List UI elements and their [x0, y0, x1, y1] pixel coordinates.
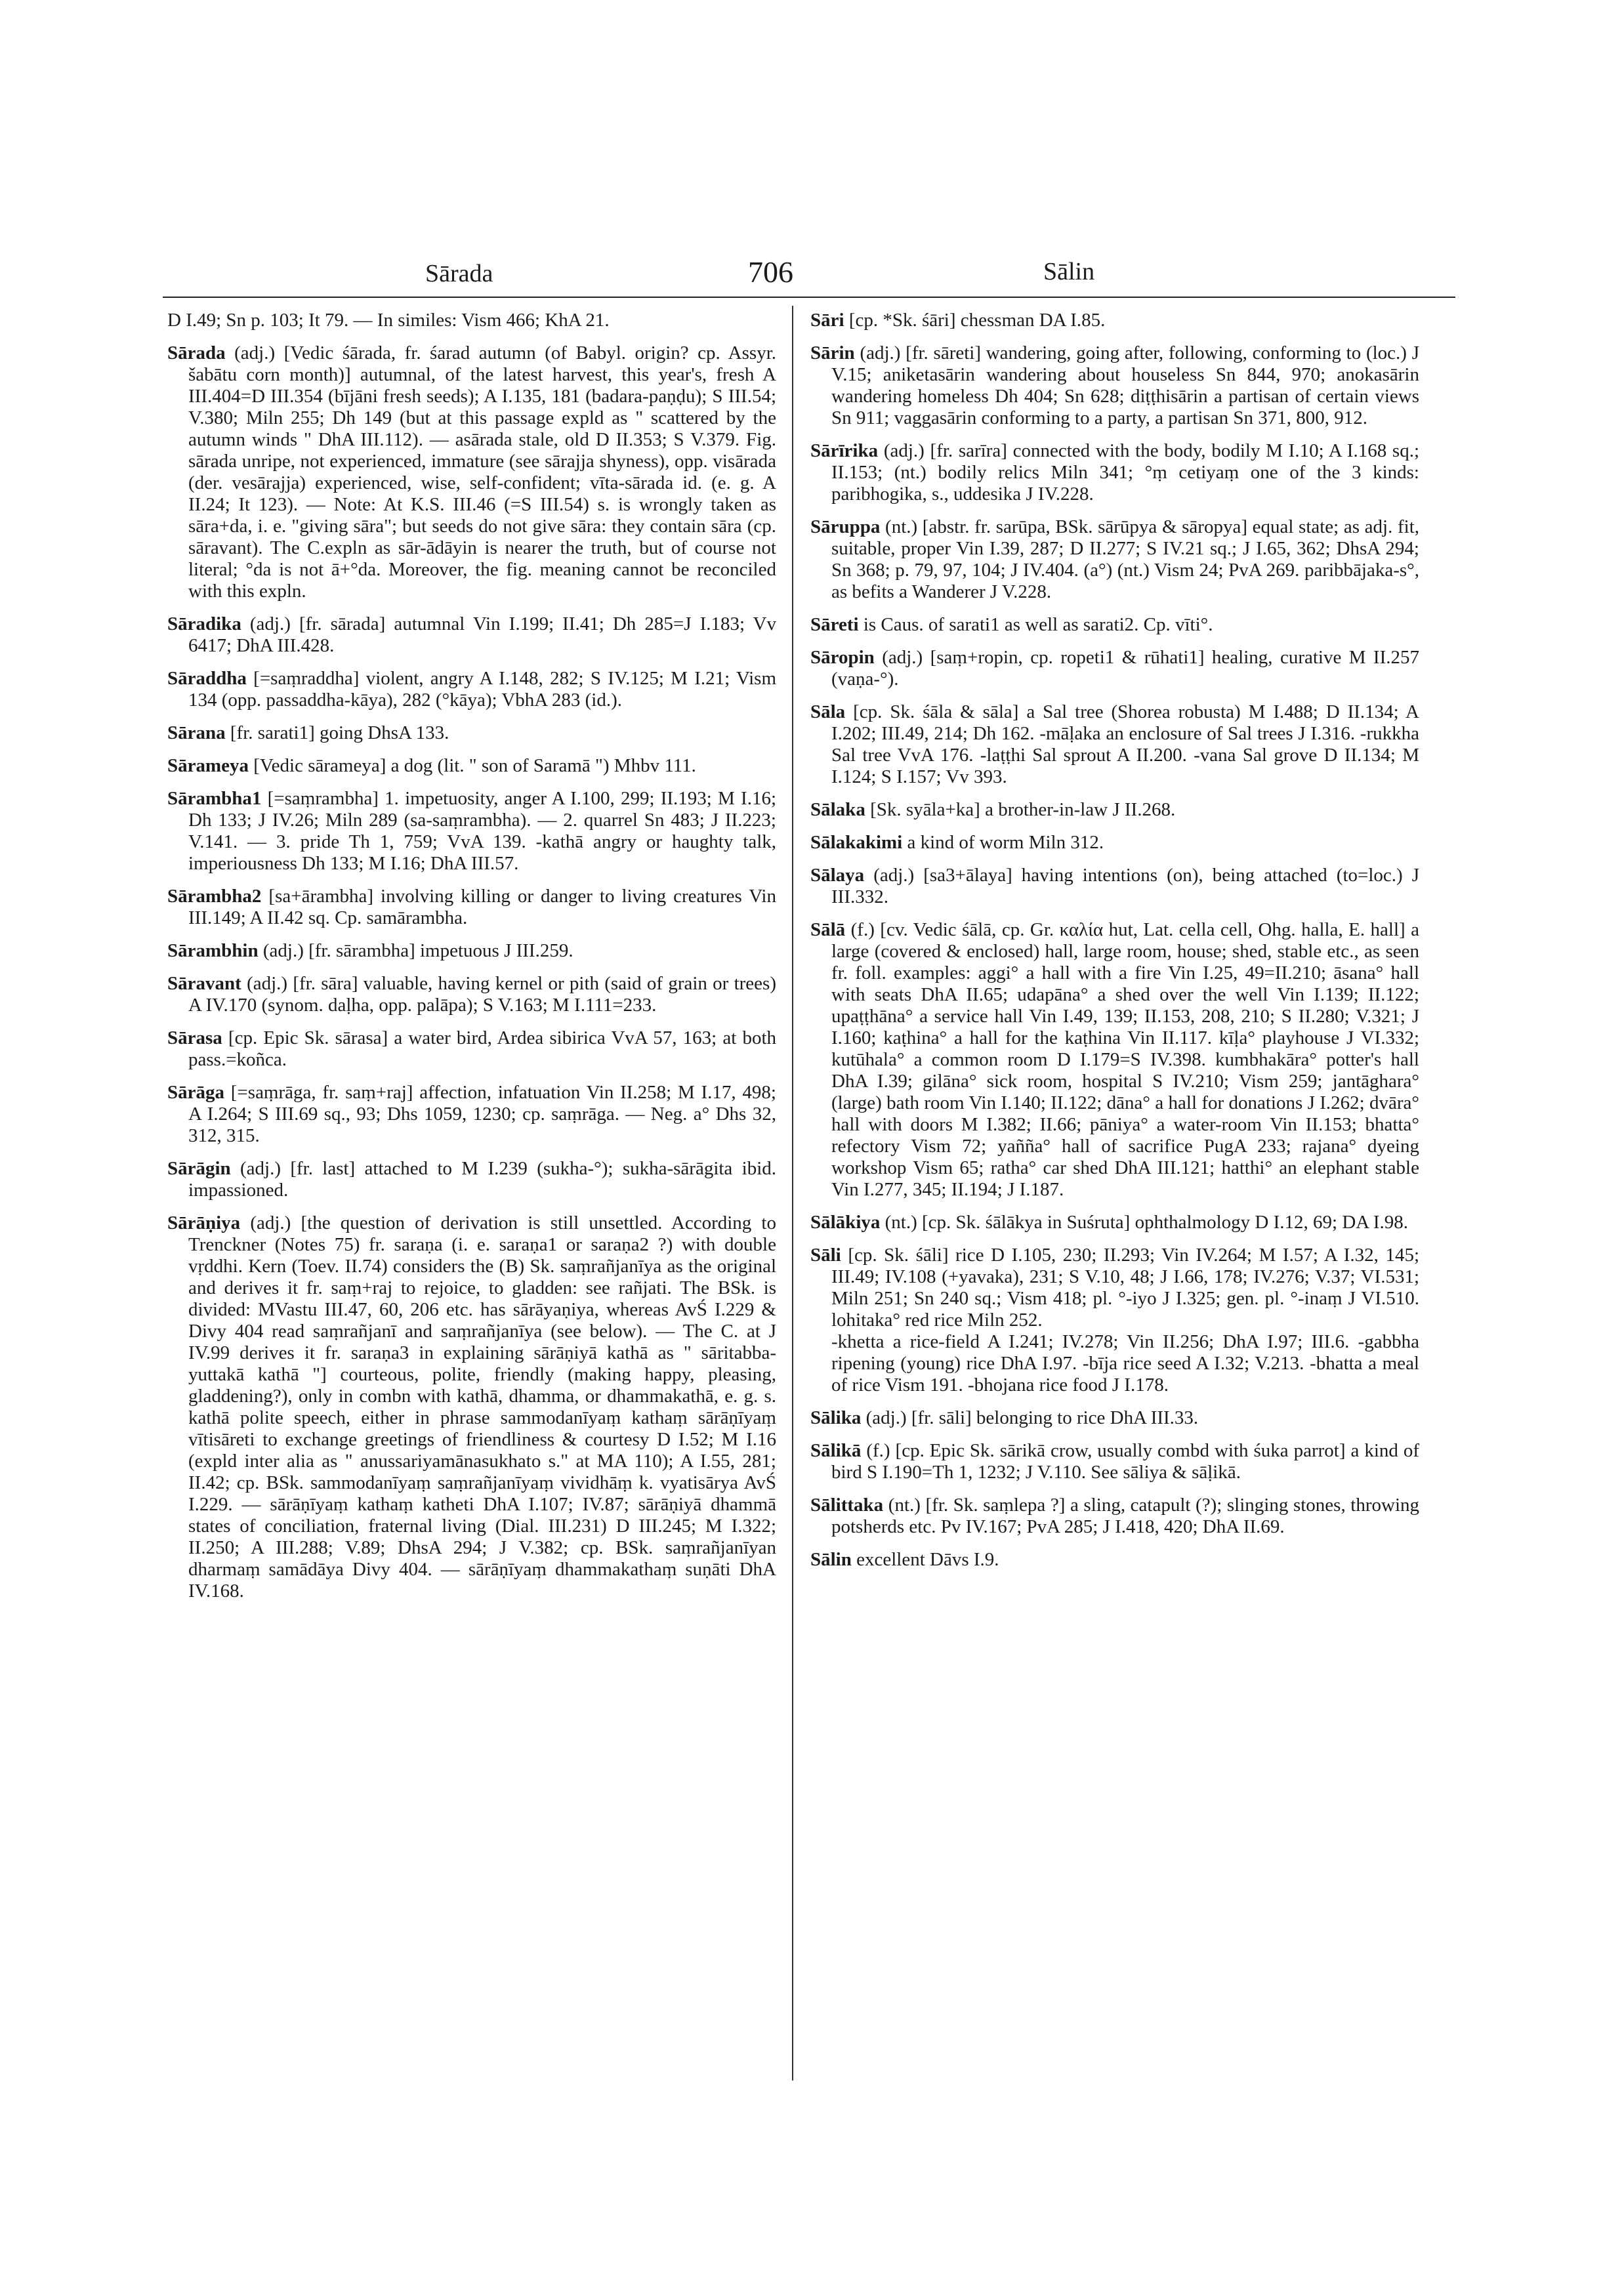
dictionary-entry: [810, 701, 1419, 788]
dictionary-entry: [167, 788, 776, 875]
entry-headword: Sārambha1: [167, 788, 262, 809]
header-rule: [163, 297, 1455, 298]
entry-text: (adj.) [fr. sāra] valuable, having kernel or pith (said of grain or trees) A IV.170 (synom. daḷha, opp. palāpa); S V.163; M I.111=233.: [188, 973, 776, 1016]
entry-headword: Sārada: [167, 342, 226, 363]
dictionary-entry: [167, 1212, 776, 1602]
entry-headword: Sāli: [810, 1245, 841, 1266]
entry-text: (adj.) [fr. sarīra] connected with the body, bodily M I.10; A I.168 sq.; II.153; (nt.) bodily relics Miln 341; °ṃ cetiyaṃ one of the 3 kinds: paribhogika, s., uddesika J IV.228.: [831, 440, 1419, 505]
column-divider: [792, 306, 793, 2080]
dictionary-entry: [167, 668, 776, 711]
entry-text: (adj.) [fr. sāreti] wandering, going after, following, conforming to (loc.) J V.15; aniketasārin wandering about houseless Sn 844, 970; anokasārin wandering homeless Dh 404; Sn 628; diṭṭhisārin a partisan of certain views Sn 911; vaggasārin conforming to a party, a partisan Sn 371, 800, 912.: [831, 342, 1419, 428]
dictionary-entry: [167, 973, 776, 1016]
entry-headword: Sālika: [810, 1407, 862, 1428]
entry-headword: Sārambha2: [167, 886, 262, 907]
page-header: [0, 0, 1624, 308]
running-head-left: Sārada: [425, 260, 493, 287]
entry-text: [sa+ārambha] involving killing or danger to living creatures Vin III.149; A II.42 sq. Cp. samārambha.: [188, 886, 776, 928]
entry-headword: Sārameya: [167, 755, 249, 776]
entry-text: [=saṃraddha] violent, angry A I.148, 282; S IV.125; M I.21; Vism 134 (opp. passaddha-kāya), 282 (°kāya); VbhA 283 (id.).: [188, 668, 776, 711]
entry-text: [=saṃrāga, fr. saṃ+raj] affection, infatuation Vin II.258; M I.17, 498; A I.264; S III.69 sq., 93; Dhs 1059, 1230; cp. saṃrāga. — Neg. a° Dhs 32, 312, 315.: [188, 1082, 776, 1146]
page-number: 706: [748, 255, 793, 289]
entry-headword: Sālākiya: [810, 1212, 881, 1233]
entry-text: [cp. Epic Sk. sārasa] a water bird, Ardea sibirica VvA 57, 163; at both pass.=koñca.: [188, 1027, 777, 1070]
dictionary-entry: [167, 886, 776, 929]
dictionary-entry: [810, 799, 1419, 821]
entry-headword: Sārāga: [167, 1082, 224, 1103]
entry-headword: Sāruppa: [810, 516, 881, 537]
left-column: [167, 310, 776, 1613]
entry-headword: Sāradika: [167, 613, 241, 634]
dictionary-entry: [167, 1082, 776, 1147]
dictionary-entry: [810, 342, 1419, 429]
entry-text: is Caus. of sarati1 as well as sarati2. Cp. vīti°.: [863, 614, 1213, 635]
entry-headword: Sāla: [810, 701, 846, 722]
entry-text: [Vedic sārameya] a dog (lit. " son of Saramā ") Mhbv 111.: [253, 755, 696, 776]
entry-text: (nt.) [abstr. fr. sarūpa, BSk. sārūpya & sāropya] equal state; as adj. fit, suitable, proper Vin I.39, 287; D II.277; S IV.21 sq.; J I.65, 362; DhsA 294; Sn 368; p. 79, 97, 104; J IV.404. (a°) (nt.) Vism 24; PvA 269. paribbājaka-s°, as befits a Wanderer J V.228.: [831, 516, 1419, 602]
entry-headword: Sāropin: [810, 647, 875, 668]
dictionary-entry: [810, 1407, 1419, 1429]
entry-text: excellent Dāvs I.9.: [856, 1549, 999, 1570]
dictionary-entry: [810, 440, 1419, 505]
dictionary-entry: [810, 1495, 1419, 1538]
entry-headword: Sārana: [167, 722, 226, 743]
entry-text: (adj.) [fr. sārada] autumnal Vin I.199; II.41; Dh 285=J I.183; Vv 6417; DhA III.428.: [188, 613, 777, 656]
entry-text: D I.49; Sn p. 103; It 79. — In similes: Vism 466; KhA 21.: [167, 310, 610, 331]
entry-text: [Sk. syāla+ka] a brother-in-law J II.268.: [870, 799, 1176, 820]
dictionary-entry: [810, 1440, 1419, 1483]
entry-headword: Sārambhin: [167, 940, 259, 961]
entry-text: (adj.) [fr. last] attached to M I.239 (sukha-°); sukha-sārāgita ibid. impassioned.: [188, 1158, 776, 1201]
entry-headword: Sārin: [810, 342, 855, 363]
entry-text: [=saṃrambha] 1. impetuosity, anger A I.100, 299; II.193; M I.16; Dh 133; J IV.26; Miln 289 (sa-saṃrambha). — 2. quarrel Sn 483; J II.223; V.141. — 3. pride Th 1, 759; VvA 139. -kathā angry or haughty talk, imperiousness Dh 133; M I.16; DhA III.57.: [188, 788, 776, 874]
entry-headword: Sālā: [810, 919, 846, 940]
dictionary-entry: [810, 647, 1419, 690]
dictionary-entry: [167, 722, 776, 744]
dictionary-entry: [167, 613, 776, 657]
entry-headword: Sālaya: [810, 865, 865, 886]
dictionary-entry: [167, 940, 776, 962]
entry-text: (adj.) [fr. sāli] belonging to rice DhA III.33.: [865, 1407, 1199, 1428]
entry-text: (adj.) [the question of derivation is still unsettled. According to Trenckner (Notes 75) fr. saraṇa (i. e. saraṇa1 or saraṇa2 ?) with double vṛddhi. Kern (Toev. II.74) considers the (B) Sk. saṃrañjanīya as the original and derives it fr. saṃ+raj to rejoice, to gladden: see rañjati. The BSk. is divided: MVastu III.47, 60, 206 etc. has sārāyaṇiya, whereas AvŚ I.229 & Divy 404 read saṃrañjanī and saṃrañjanīya (see below). — The C. at J IV.99 derives it fr. saraṇa3 in explaining sārāṇiyā kathā as " sāritabba-yuttakā kathā "] courteous, polite, friendly (making happy, pleasing, gladdening?), only in combn with kathā, dhamma, or dhammakathā, e. g. s. kathā polite speech, either in phrase sammodanīyaṃ kathaṃ sārāṇīyaṃ vītisāreti to exchange greetings of friendliness & courtesy D I.52; M I.16 (expld inter alia as " anussariyamānasukhato s." at MA 110); A I.55, 281; II.42; cp. BSk. sammodanīyaṃ saṃrañjanīyaṃ vividhāṃ k. vyatisārya AvŚ I.229. — sārāṇīyaṃ kathaṃ katheti DhA I.107; IV.87; sārāṇiyā dhammā states of conciliation, fraternal living (Dial. III.231) D III.245; M I.322; II.250; A III.288; V.89; DhsA 294; J V.382; cp. BSk. saṃrañjanīyan dharmaṃ samādāya Divy 404. — sārāṇīyaṃ dhammakathaṃ suṇāti DhA IV.168.: [188, 1212, 776, 1602]
dictionary-entry: [810, 516, 1419, 603]
entry-headword: Sālin: [810, 1549, 852, 1570]
entry-text: (adj.) [saṃ+ropin, cp. ropeti1 & rūhati1] healing, curative M II.257 (vaṇa-°).: [831, 647, 1419, 690]
dictionary-entry: [167, 1027, 776, 1071]
entry-text: (nt.) [cp. Sk. śālākya in Suśruta] ophthalmology D I.12, 69; DA I.98.: [885, 1212, 1409, 1233]
entry-text: (f.) [cp. Epic Sk. sārikā crow, usually combd with śuka parrot] a kind of bird S I.190=Th 1, 1232; J V.110. See sāliya & sāḷikā.: [831, 1440, 1420, 1483]
dictionary-entry: [810, 1549, 1419, 1571]
entry-text: (nt.) [fr. Sk. saṃlepa ?] a sling, catapult (?); slinging stones, throwing potsherds etc. Pv IV.167; PvA 285; J I.418, 420; DhA II.69.: [831, 1495, 1420, 1537]
entry-headword: Sālakakimi: [810, 832, 903, 853]
entry-headword: Sālittaka: [810, 1495, 884, 1516]
entry-headword: Sārāgin: [167, 1158, 231, 1179]
dictionary-entry: [810, 865, 1419, 908]
dictionary-entry: [167, 755, 776, 777]
entry-subentries: -khetta a rice-field A I.241; IV.278; Vin II.256; DhA I.97; III.6. -gabbha ripening (young) rice DhA I.97. -bīja rice seed A I.32; V.213. -bhatta a meal of rice Vism 191. -bhojana rice food J I.178.: [831, 1331, 1419, 1396]
entry-text: [cp. *Sk. śāri] chessman DA I.85.: [848, 310, 1106, 331]
dictionary-entry: [167, 310, 776, 331]
running-head-right: Sālin: [1043, 258, 1095, 285]
dictionary-entry: [810, 1245, 1419, 1331]
entry-text: [fr. sarati1] going DhsA 133.: [230, 722, 449, 743]
dictionary-entry: [810, 614, 1419, 636]
entry-headword: Sāraddha: [167, 668, 247, 689]
entry-headword: Sāreti: [810, 614, 859, 635]
entry-headword: Sālaka: [810, 799, 865, 820]
entry-text: (adj.) [sa3+ālaya] having intentions (on), being attached (to=loc.) J III.332.: [831, 865, 1420, 907]
entry-text: (adj.) [Vedic śārada, fr. śarad autumn (of Babyl. origin? cp. Assyr. šabātu corn month)] autumnal, of the latest harvest, this year's, fresh A III.404=D III.354 (bījāni fresh seeds); A I.135, 181 (badara-paṇḍu); S III.54; V.380; Miln 255; Dh 149 (but at this passage expld as " scattered by the autumn winds " DhA III.112). — asārada stale, old D II.353; S V.379. Fig. sārada unripe, not experienced, immature (see sārajja shyness), opp. visārada (der. vesārajja) experienced, wise, self-confident; vīta-sārada id. (e. g. A II.24; It 123). — Note: At K.S. III.46 (=S III.54) s. is wrongly taken as sāra+da, i. e. "giving sāra"; but seeds do not give sāra: they contain sāra (cp. sāravant). The C.expln as sār-ādāyin is nearer the truth, but of course not literal; °da is not ā+°da. Moreover, the fig. meaning cannot be reconciled with this expln.: [188, 342, 777, 602]
entry-headword: Sāri: [810, 310, 844, 331]
entry-text: (adj.) [fr. sārambha] impetuous J III.259.: [262, 940, 573, 961]
dictionary-entry: [810, 919, 1419, 1201]
entry-headword: Sālikā: [810, 1440, 862, 1461]
entry-headword: Sārāṇiya: [167, 1212, 241, 1233]
dictionary-entry: [167, 342, 776, 602]
entry-text: [cp. Sk. śāla & sāla] a Sal tree (Shorea robusta) M I.488; D II.134; A I.202; III.49, 214; Dh 162. -māḷaka an enclosure of Sal trees J I.316. -rukkha Sal tree VvA 176. -laṭṭhi Sal sprout A II.200. -vana Sal grove D II.134; M I.124; S I.157; Vv 393.: [831, 701, 1419, 787]
dictionary-entry: [167, 1158, 776, 1201]
dictionary-entry: [810, 310, 1419, 331]
entry-headword: Sārīrika: [810, 440, 879, 461]
dictionary-entry: [810, 1212, 1419, 1233]
right-column: [810, 310, 1419, 1582]
entry-headword: Sāravant: [167, 973, 241, 994]
entry-text: (f.) [cv. Vedic śālā, cp. Gr. καλία hut, Lat. cella cell, Ohg. halla, E. hall] a large (covered & enclosed) hall, large room, house; shed, stable etc., as seen fr. foll. examples: aggi° a hall with a fire Vin I.25, 49=II.210; āsana° hall with seats DhA II.65; udapāna° a shed over the well Vin I.139; II.122; upaṭṭhāna° a service hall Vin I.49, 139; II.153, 208, 210; S II.280; V.321; J I.160; kaṭhina° a hall for the kaṭhina Vin II.117. kīḷa° playhouse J VI.332; kutūhala° a common room D I.179=S IV.398. kumbhakāra° potter's hall DhA I.39; gilāna° sick room, hospital S IV.210; Vism 259; jantāghara° (large) bath room Vin I.140; II.122; dāna° a hall for donations J I.262; dvāra° hall with doors M I.382; II.66; pāniya° a water-room Vin II.153; bhatta° refectory Vism 72; yañña° hall of sacrifice PugA 233; rajana° dyeing workshop Vism 65; ratha° car shed DhA III.121; hatthi° an elephant stable Vin I.277, 345; II.194; J I.187.: [831, 919, 1420, 1200]
entry-headword: Sārasa: [167, 1027, 222, 1048]
entry-text: a kind of worm Miln 312.: [907, 832, 1104, 853]
dictionary-entry: [810, 832, 1419, 854]
entry-text: [cp. Sk. śāli] rice D I.105, 230; II.293; Vin IV.264; M I.57; A I.32, 145; III.49; IV.108 (+yavaka), 231; S V.10, 48; J I.66, 178; IV.276; V.37; VI.531; Miln 251; Sn 240 sq.; Vism 418; pl. °-iyo J I.325; gen. pl. °-inaṃ J VI.510. lohitaka° red rice Miln 252.: [831, 1245, 1420, 1331]
